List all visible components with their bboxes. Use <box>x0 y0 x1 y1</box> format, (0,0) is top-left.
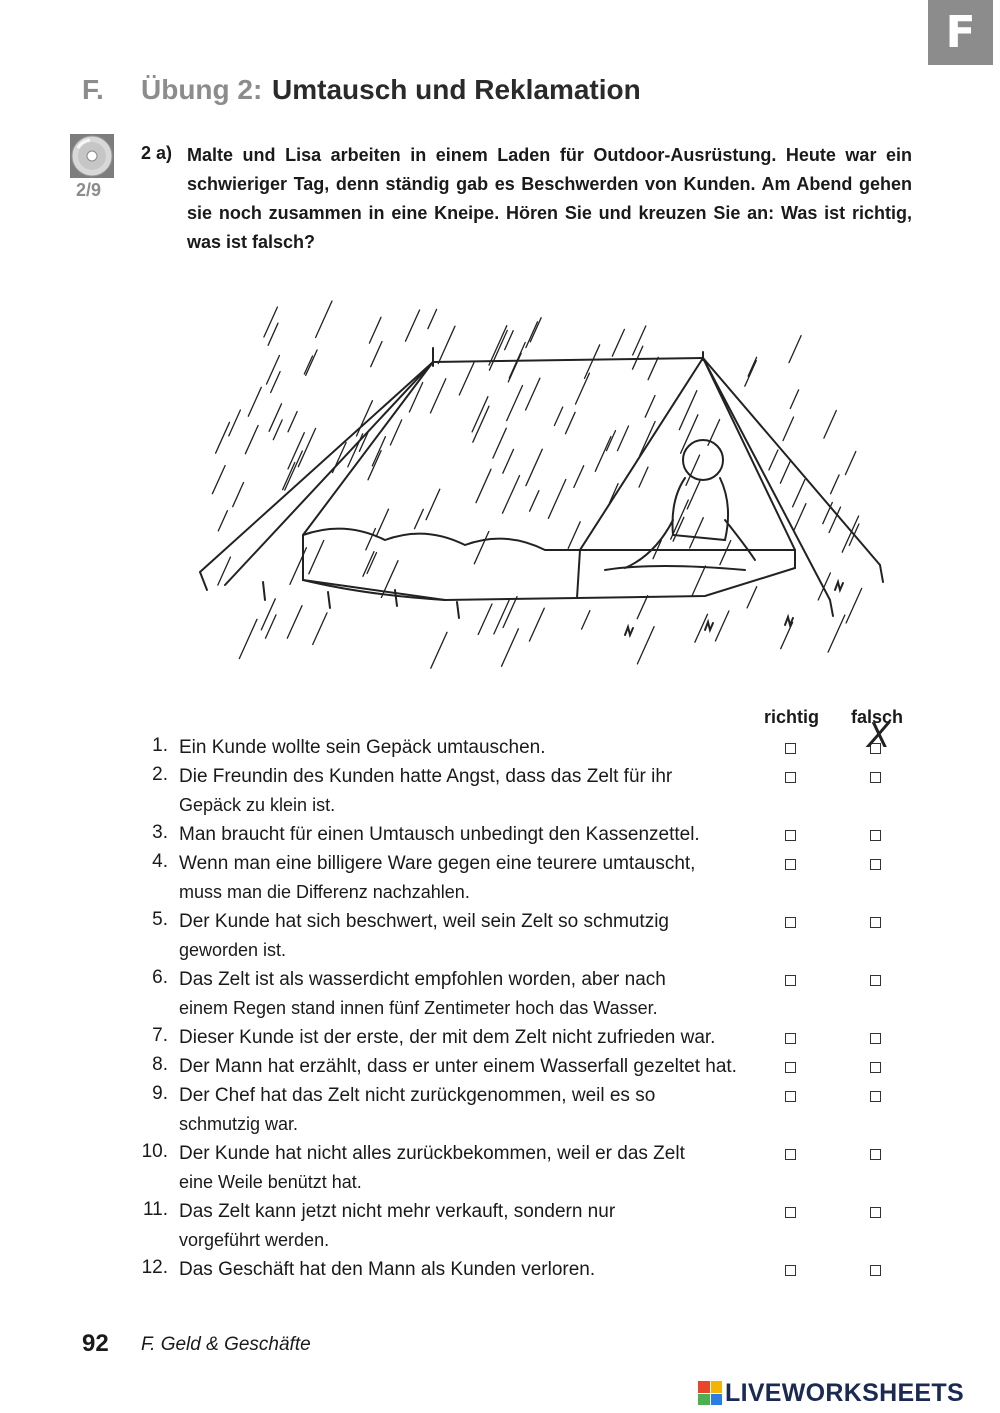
statement-number: 9. <box>152 1083 168 1104</box>
statement-number: 6. <box>152 967 168 988</box>
statement-line-1: Der Chef hat das Zelt nicht zurückgenommen, weil es so <box>179 1085 656 1106</box>
statement-line-1: Dieser Kunde ist der erste, der mit dem Zelt nicht zufrieden war. <box>179 1027 716 1048</box>
checkbox-falsch[interactable] <box>870 1207 881 1218</box>
audio-track-number: 2/9 <box>76 180 102 200</box>
statement-line-1: Das Geschäft hat den Mann als Kunden verloren. <box>179 1259 596 1280</box>
page-title: Umtausch und Reklamation <box>272 74 641 105</box>
checkbox-richtig[interactable] <box>785 1033 796 1044</box>
footer-chapter: F. Geld & Geschäfte <box>141 1334 311 1355</box>
task-instruction: Malte und Lisa arbeiten in einem Laden für Outdoor-Ausrüstung. Heute war ein schwieriger Tag, denn ständig gab es Beschwerden von Kunden. Am Abend gehen sie noch zusammen in eine Kneipe. Hören Sie und kreuzen Sie an: Was ist richtig, was ist falsch? <box>187 145 912 252</box>
statement-line-2: einem Regen stand innen fünf Zentimeter hoch das Wasser. <box>179 998 658 1018</box>
checkbox-richtig[interactable] <box>785 1207 796 1218</box>
statement-text <box>179 1197 615 1255</box>
statement-line-2: muss man die Differenz nachzahlen. <box>179 882 470 902</box>
statement-line-2: vorgeführt werden. <box>179 1230 330 1250</box>
checkbox-falsch[interactable] <box>870 772 881 783</box>
section-label: F. <box>82 74 104 105</box>
checkbox-falsch[interactable] <box>870 830 881 841</box>
tent-in-rain-illustration <box>185 300 905 680</box>
liveworksheets-brand[interactable] <box>698 1378 964 1408</box>
statement-text <box>179 820 700 849</box>
statement-number: 10. <box>141 1141 168 1162</box>
statement-number: 12. <box>141 1257 168 1278</box>
statement-line-1: Man braucht für einen Umtausch unbedingt den Kassenzettel. <box>179 824 700 845</box>
column-header-richtig: richtig <box>764 707 820 727</box>
checkbox-richtig[interactable] <box>785 975 796 986</box>
checkbox-richtig[interactable] <box>785 772 796 783</box>
checkbox-falsch[interactable] <box>870 859 881 870</box>
statement-number: 1. <box>152 735 168 756</box>
statement-text <box>179 1255 595 1284</box>
statement-text <box>179 733 546 762</box>
checkbox-falsch[interactable] <box>870 1149 881 1160</box>
checkbox-richtig[interactable] <box>785 917 796 928</box>
statement-number: 7. <box>152 1025 168 1046</box>
statement-line-1: Das Zelt ist als wasserdicht empfohlen worden, aber nach <box>179 969 666 990</box>
checkbox-richtig[interactable] <box>785 859 796 870</box>
checkbox-richtig[interactable] <box>785 1265 796 1276</box>
statement-line-1: Der Kunde hat nicht alles zurückbekommen, weil er das Zelt <box>179 1143 685 1164</box>
checkbox-falsch[interactable] <box>870 1033 881 1044</box>
statement-text <box>179 965 666 1023</box>
statement-line-1: Die Freundin des Kunden hatte Angst, dass das Zelt für ihr <box>179 766 673 787</box>
statement-line-1: Das Zelt kann jetzt nicht mehr verkauft, sondern nur <box>179 1201 616 1222</box>
checkbox-richtig[interactable] <box>785 743 796 754</box>
statement-line-2: Gepäck zu klein ist. <box>179 795 336 815</box>
statement-number: 3. <box>152 822 168 843</box>
checkbox-falsch[interactable] <box>870 1265 881 1276</box>
statement-line-1: Wenn man eine billigere Ware gegen eine teurere umtauscht, <box>179 853 696 874</box>
task-label: 2 a) <box>141 143 173 163</box>
statement-line-1: Der Kunde hat sich beschwert, weil sein Zelt so schmutzig <box>179 911 669 932</box>
statement-text <box>179 1052 737 1081</box>
checkbox-richtig[interactable] <box>785 1062 796 1073</box>
statement-number: 5. <box>152 909 168 930</box>
liveworksheets-logo-icon <box>698 1381 722 1405</box>
page-number: 92 <box>82 1330 109 1357</box>
statement-line-2: geworden ist. <box>179 940 287 960</box>
answer-mark-1-falsch: X <box>867 716 891 756</box>
statement-line-2: eine Weile benützt hat. <box>179 1172 362 1192</box>
statement-text <box>179 849 695 907</box>
statement-line-2: schmutzig war. <box>179 1114 299 1134</box>
statement-number: 8. <box>152 1054 168 1075</box>
checkbox-richtig[interactable] <box>785 1149 796 1160</box>
statement-line-1: Der Mann hat erzählt, dass er unter einem Wasserfall gezeltet hat. <box>179 1056 737 1077</box>
exercise-label: Übung 2: <box>141 74 263 105</box>
checkbox-richtig[interactable] <box>785 830 796 841</box>
statement-text <box>179 907 669 965</box>
statement-number: 2. <box>152 764 168 785</box>
statement-text <box>179 1081 655 1139</box>
statement-text <box>179 762 672 820</box>
checkbox-falsch[interactable] <box>870 1062 881 1073</box>
checkbox-falsch[interactable] <box>870 975 881 986</box>
checkbox-richtig[interactable] <box>785 1091 796 1102</box>
checkbox-falsch[interactable] <box>870 1091 881 1102</box>
column-header-falsch: falsch <box>851 707 904 727</box>
statement-line-1: Ein Kunde wollte sein Gepäck umtauschen. <box>179 737 546 758</box>
checkbox-falsch[interactable] <box>870 917 881 928</box>
brand-wordmark: LIVEWORKSHEETS <box>725 1378 964 1407</box>
statement-text <box>179 1023 715 1052</box>
statement-text <box>179 1139 685 1197</box>
statement-number: 4. <box>152 851 168 872</box>
cd-icon[interactable] <box>70 134 114 178</box>
statement-number: 11. <box>142 1199 168 1220</box>
chapter-tab: F <box>928 0 993 65</box>
